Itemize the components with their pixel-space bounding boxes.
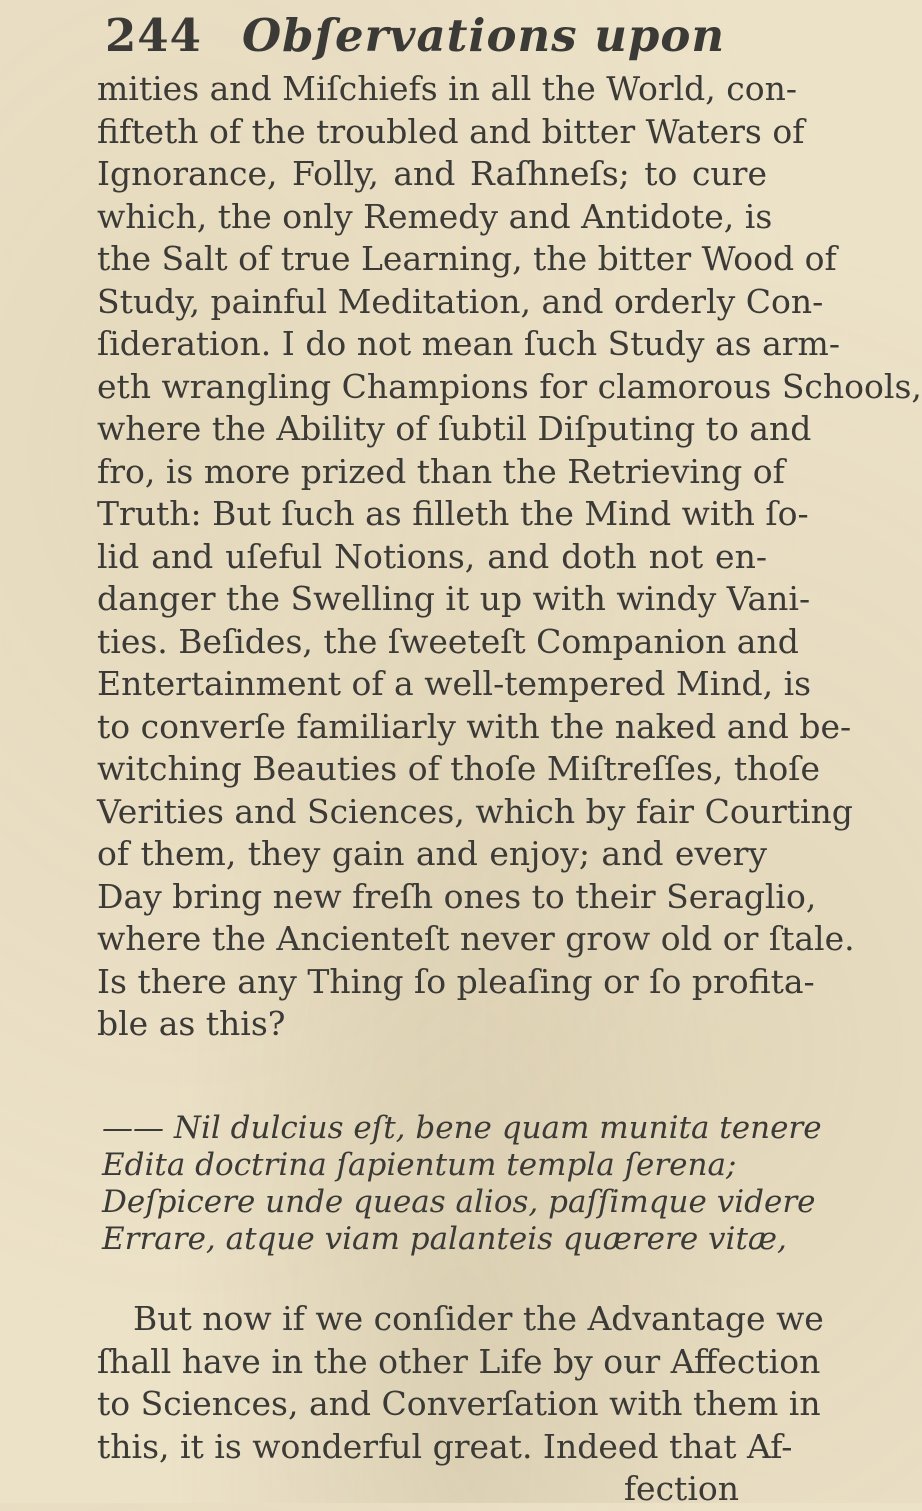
text-line: eth wrangling Champions for clamorous Schools, xyxy=(97,366,922,406)
text-line: witching Beauties of thoſe Miſtreſſes, thoſe xyxy=(97,749,821,788)
text-line: fifteth of the troubled and bitter Waters of xyxy=(97,111,805,151)
text-line: which, the only Remedy and Antidote, is xyxy=(97,196,773,236)
page-number: 244 xyxy=(105,9,202,62)
latin-verse-quotation xyxy=(102,1110,822,1258)
paragraph-2 xyxy=(97,1298,824,1511)
text-line: lid and uſeful Notions, and doth not en- xyxy=(97,536,767,576)
text-line: this, it is wonderful great. Indeed that Af- xyxy=(97,1426,793,1466)
text-line: where the Ancienteſt never grow old or ſtale. xyxy=(97,919,855,958)
text-line: ties. Beſides, the ſweeteſt Companion and xyxy=(97,621,799,661)
paragraph-1 xyxy=(97,68,922,1046)
text-line: Is there any Thing ſo pleaſing or ſo profita- xyxy=(97,961,815,1001)
text-line: ſideration. I do not mean ſuch Study as arm- xyxy=(97,324,840,363)
text-line: the Salt of true Learning, the bitter Wood of xyxy=(97,239,837,278)
text-line: danger the Swelling it up with windy Vani- xyxy=(97,579,811,618)
text-line: mities and Miſchiefs in all the World, con- xyxy=(97,69,798,108)
text-line: Entertainment of a well-tempered Mind, is xyxy=(97,664,812,703)
text-line: ſhall have in the other Life by our Affection xyxy=(97,1341,821,1381)
text-line: to Sciences, and Converſation with them in xyxy=(97,1384,821,1423)
text-line: Verities and Sciences, which by fair Courting xyxy=(97,791,853,831)
text-line: of them, they gain and enjoy; and every xyxy=(97,834,767,873)
text-line: fro, is more prized than the Retrieving of xyxy=(97,451,785,491)
text-line: Day bring new freſh ones to their Seraglio, xyxy=(97,876,817,916)
text-line: Truth: But ſuch as filleth the Mind with ſo- xyxy=(97,494,809,533)
running-head xyxy=(105,10,725,62)
text-line: where the Ability of ſubtil Diſputing to and xyxy=(97,409,812,448)
text-line: Ignorance, Folly, and Raſhneſs; to cure xyxy=(97,154,767,193)
verse-line: —— Nil dulcius eſt, bene quam munita tenere xyxy=(102,1110,822,1146)
catchword: fection xyxy=(623,1469,739,1508)
verse-line: Edita doctrina ſapientum templa ſerena; xyxy=(102,1147,737,1183)
running-title: Obſervations upon xyxy=(241,9,726,62)
text-line: to converſe familiarly with the naked and be- xyxy=(97,706,852,746)
verse-line: Errare, atque viam palanteis quærere vitæ, xyxy=(102,1221,787,1257)
text-line: Study, painful Meditation, and orderly Con- xyxy=(97,281,824,321)
text-line: But now if we conſider the Advantage we xyxy=(133,1299,824,1338)
text-line: ble as this? xyxy=(97,1004,286,1043)
verse-line: Deſpicere unde queas alios, paſſimque videre xyxy=(102,1184,816,1220)
